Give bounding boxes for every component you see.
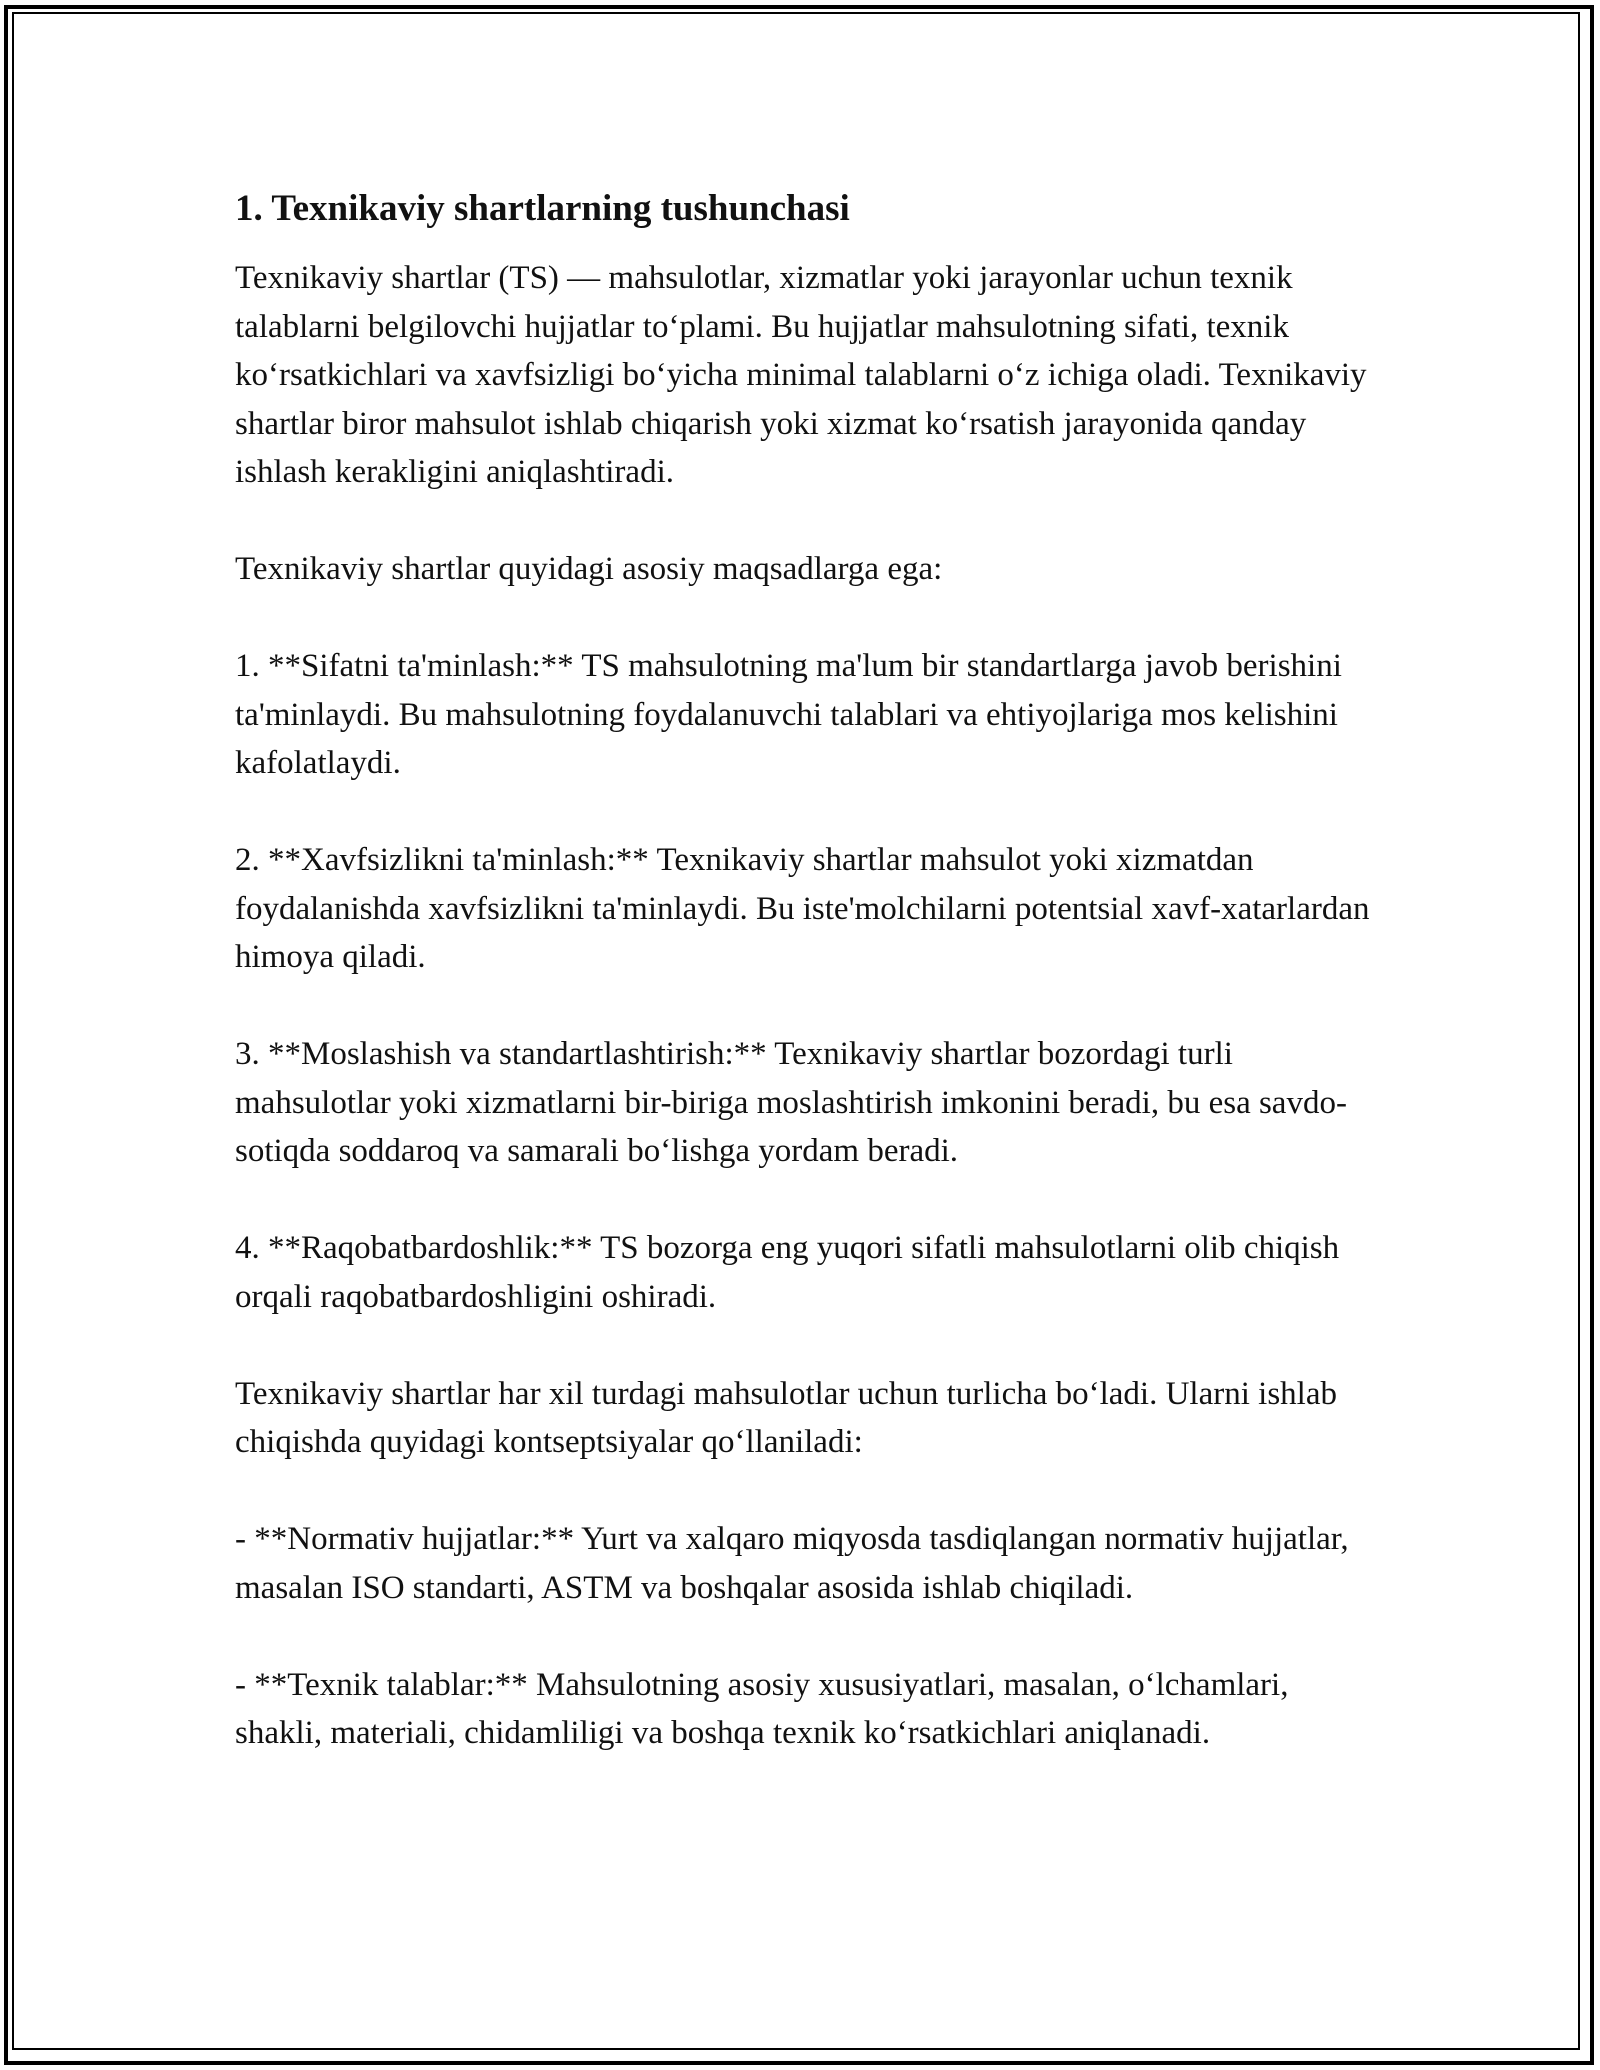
paragraph-goals-intro: Texnikaviy shartlar quyidagi asosiy maqsadlarga ega: bbox=[235, 551, 943, 587]
paragraph-concepts-intro: Texnikaviy shartlar har xil turdagi mahsulotlar uchun turlicha bo‘ladi. Ularni ishlab chiqishda quyidagi kontseptsiyalar qo‘llaniladi: bbox=[235, 1375, 1337, 1460]
document-body bbox=[235, 185, 1375, 1758]
document-title: 1. Texnikaviy shartlarning tushunchasi bbox=[235, 188, 850, 229]
list-item-safety: 2. **Xavfsizlikni ta'minlash:** Texnikaviy shartlar mahsulot yoki xizmatdan foydalanishda xavfsizlikni ta'minlaydi. Bu iste'molchilarni potentsial xavf-xatarlardan himoya qiladi. bbox=[235, 842, 1370, 975]
list-item-standardization: 3. **Moslashish va standartlashtirish:** Texnikaviy shartlar bozordagi turli mahsulotlar yoki xizmatlarni bir-biriga moslashtirish imkonini beradi, bu esa savdo-sotiqda soddaroq va samarali bo‘lishga yordam beradi. bbox=[235, 1036, 1347, 1169]
bullet-technical-requirements: - **Texnik talablar:** Mahsulotning asosiy xususiyatlari, masalan, o‘lchamlari, shakli, materiali, chidamliligi va boshqa texnik ko‘rsatkichlari aniqlanadi. bbox=[235, 1666, 1289, 1751]
paragraph-definition: Texnikaviy shartlar (TS) — mahsulotlar, xizmatlar yoki jarayonlar uchun texnik talablarni belgilovchi hujjatlar to‘plami. Bu hujjatlar mahsulotning sifati, texnik ko‘rsatkichlari va xavfsizligi bo‘yicha minimal talablarni o‘z ichiga oladi. Texnikaviy shartlar biror mahsulot ishlab chiqarish yoki xizmat ko‘rsatish jarayonida qanday ishlash kerakligini aniqlashtiradi. bbox=[235, 260, 1367, 490]
list-item-quality: 1. **Sifatni ta'minlash:** TS mahsulotning ma'lum bir standartlarga javob berishini ta'minlaydi. Bu mahsulotning foydalanuvchi talablari va ehtiyojlariga mos kelishini kafolatlaydi. bbox=[235, 648, 1342, 781]
bullet-normative-documents: - **Normativ hujjatlar:** Yurt va xalqaro miqyosda tasdiqlangan normativ hujjatlar, masalan ISO standarti, ASTM va boshqalar asosida ishlab chiqiladi. bbox=[235, 1521, 1349, 1606]
list-item-competitiveness: 4. **Raqobatbardoshlik:** TS bozorga eng yuqori sifatli mahsulotlarni olib chiqish orqali raqobatbardoshligini oshiradi. bbox=[235, 1230, 1340, 1315]
